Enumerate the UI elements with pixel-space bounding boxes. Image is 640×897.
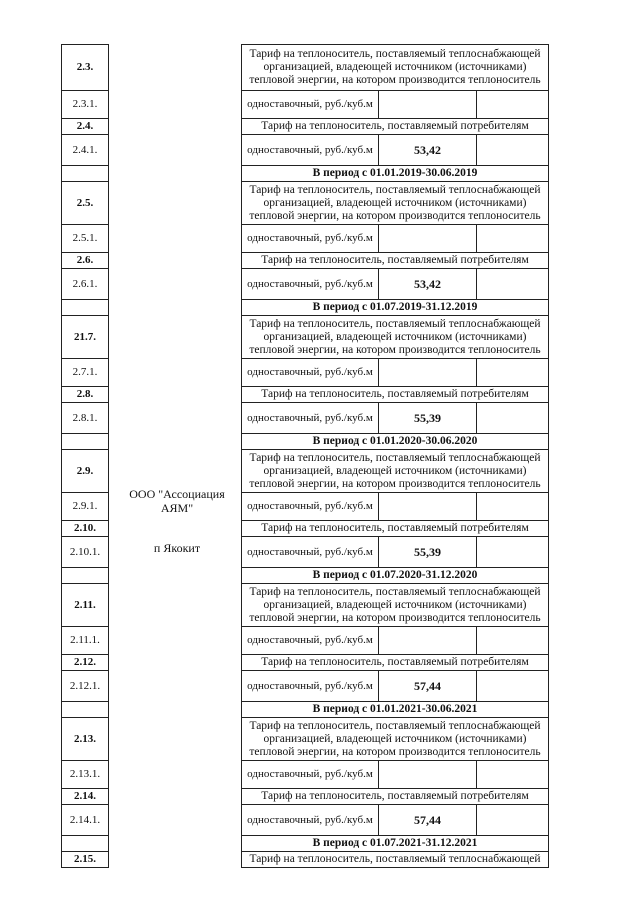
tariff-value: 55,39 (378, 536, 477, 568)
tariff-description: Тариф на теплоноситель, поставляемый потребителям (241, 788, 549, 805)
row-number: 2.5.1. (61, 224, 109, 253)
tariff-value: 57,44 (378, 804, 477, 836)
period-header: В период с 01.01.2019-30.06.2019 (241, 165, 549, 182)
empty-cell (476, 90, 549, 119)
period-num-cell (61, 835, 109, 852)
empty-cell (476, 626, 549, 655)
period-num-cell (61, 165, 109, 182)
row-number: 2.15. (61, 851, 109, 868)
period-header: В период с 01.07.2020-31.12.2020 (241, 567, 549, 584)
tariff-description: Тариф на теплоноситель, поставляемый потребителям (241, 520, 549, 537)
period-num-cell (61, 299, 109, 316)
tariff-value (378, 90, 477, 119)
row-number: 2.10. (61, 520, 109, 537)
row-number: 2.10.1. (61, 536, 109, 568)
tariff-value: 57,44 (378, 670, 477, 702)
row-number: 21.7. (61, 315, 109, 359)
rate-type-label: одноставочный, руб./куб.м (241, 224, 379, 253)
rate-type-label: одноставочный, руб./куб.м (241, 804, 379, 836)
tariff-value: 55,39 (378, 402, 477, 434)
row-number: 2.12. (61, 654, 109, 671)
row-number: 2.13. (61, 717, 109, 761)
period-header: В период с 01.07.2021-31.12.2021 (241, 835, 549, 852)
rate-type-label: одноставочный, руб./куб.м (241, 134, 379, 166)
tariff-description: Тариф на теплоноситель, поставляемый теплоснабжающей организацией, владеющей источником (источниками) тепловой энергии, на котором производится теплоноситель (241, 44, 549, 91)
locality-name: п Якокит (153, 541, 201, 555)
tariff-description: Тариф на теплоноситель, поставляемый потребителям (241, 118, 549, 135)
row-number: 2.4. (61, 118, 109, 135)
row-number: 2.11. (61, 583, 109, 627)
empty-cell (476, 402, 549, 434)
rate-type-label: одноставочный, руб./куб.м (241, 626, 379, 655)
tariff-description: Тариф на теплоноситель, поставляемый теплоснабжающей организацией, владеющей источником (источниками) тепловой энергии, на котором производится теплоноситель (241, 717, 549, 761)
row-number: 2.4.1. (61, 134, 109, 166)
tariff-value (378, 224, 477, 253)
tariff-value (378, 358, 477, 387)
empty-cell (476, 760, 549, 789)
period-header: В период с 01.01.2020-30.06.2020 (241, 433, 549, 450)
period-header: В период с 01.07.2019-31.12.2019 (241, 299, 549, 316)
organization-column (108, 44, 242, 868)
rate-type-label: одноставочный, руб./куб.м (241, 402, 379, 434)
row-number: 2.14. (61, 788, 109, 805)
rate-type-label: одноставочный, руб./куб.м (241, 492, 379, 521)
empty-cell (476, 268, 549, 300)
rate-type-label: одноставочный, руб./куб.м (241, 760, 379, 789)
row-number: 2.3. (61, 44, 109, 91)
row-number: 2.7.1. (61, 358, 109, 387)
tariff-description: Тариф на теплоноситель, поставляемый потребителям (241, 654, 549, 671)
tariff-description: Тариф на теплоноситель, поставляемый теплоснабжающей организацией, владеющей источником (источниками) тепловой энергии, на котором производится теплоноситель (241, 181, 549, 225)
tariff-value: 53,42 (378, 134, 477, 166)
row-number: 2.8. (61, 386, 109, 403)
tariff-description: Тариф на теплоноситель, поставляемый теплоснабжающей организацией, владеющей источником (источниками) тепловой энергии, на котором производится теплоноситель (241, 315, 549, 359)
rate-type-label: одноставочный, руб./куб.м (241, 358, 379, 387)
row-number: 2.13.1. (61, 760, 109, 789)
rate-type-label: одноставочный, руб./куб.м (241, 268, 379, 300)
empty-cell (476, 224, 549, 253)
tariff-description: Тариф на теплоноситель, поставляемый теплоснабжающей (241, 851, 549, 868)
period-num-cell (61, 433, 109, 450)
tariff-value (378, 760, 477, 789)
tariff-value (378, 626, 477, 655)
empty-cell (476, 536, 549, 568)
period-num-cell (61, 567, 109, 584)
rate-type-label: одноставочный, руб./куб.м (241, 90, 379, 119)
row-number: 2.8.1. (61, 402, 109, 434)
period-num-cell (61, 701, 109, 718)
row-number: 2.5. (61, 181, 109, 225)
row-number: 2.11.1. (61, 626, 109, 655)
row-number: 2.14.1. (61, 804, 109, 836)
tariff-description: Тариф на теплоноситель, поставляемый потребителям (241, 252, 549, 269)
row-number: 2.9. (61, 449, 109, 493)
row-number: 2.9.1. (61, 492, 109, 521)
empty-cell (476, 492, 549, 521)
row-number: 2.12.1. (61, 670, 109, 702)
empty-cell (476, 134, 549, 166)
tariff-value: 53,42 (378, 268, 477, 300)
empty-cell (476, 358, 549, 387)
rate-type-label: одноставочный, руб./куб.м (241, 536, 379, 568)
tariff-description: Тариф на теплоноситель, поставляемый потребителям (241, 386, 549, 403)
tariff-value (378, 492, 477, 521)
rate-type-label: одноставочный, руб./куб.м (241, 670, 379, 702)
row-number: 2.3.1. (61, 90, 109, 119)
period-header: В период с 01.01.2021-30.06.2021 (241, 701, 549, 718)
empty-cell (476, 804, 549, 836)
tariff-description: Тариф на теплоноситель, поставляемый теплоснабжающей организацией, владеющей источником (источниками) тепловой энергии, на котором производится теплоноситель (241, 583, 549, 627)
empty-cell (476, 670, 549, 702)
tariff-description: Тариф на теплоноситель, поставляемый теплоснабжающей организацией, владеющей источником (источниками) тепловой энергии, на котором производится теплоноситель (241, 449, 549, 493)
organization-name: ООО "Ассоциация АЯМ" (129, 487, 225, 515)
row-number: 2.6. (61, 252, 109, 269)
row-number: 2.6.1. (61, 268, 109, 300)
